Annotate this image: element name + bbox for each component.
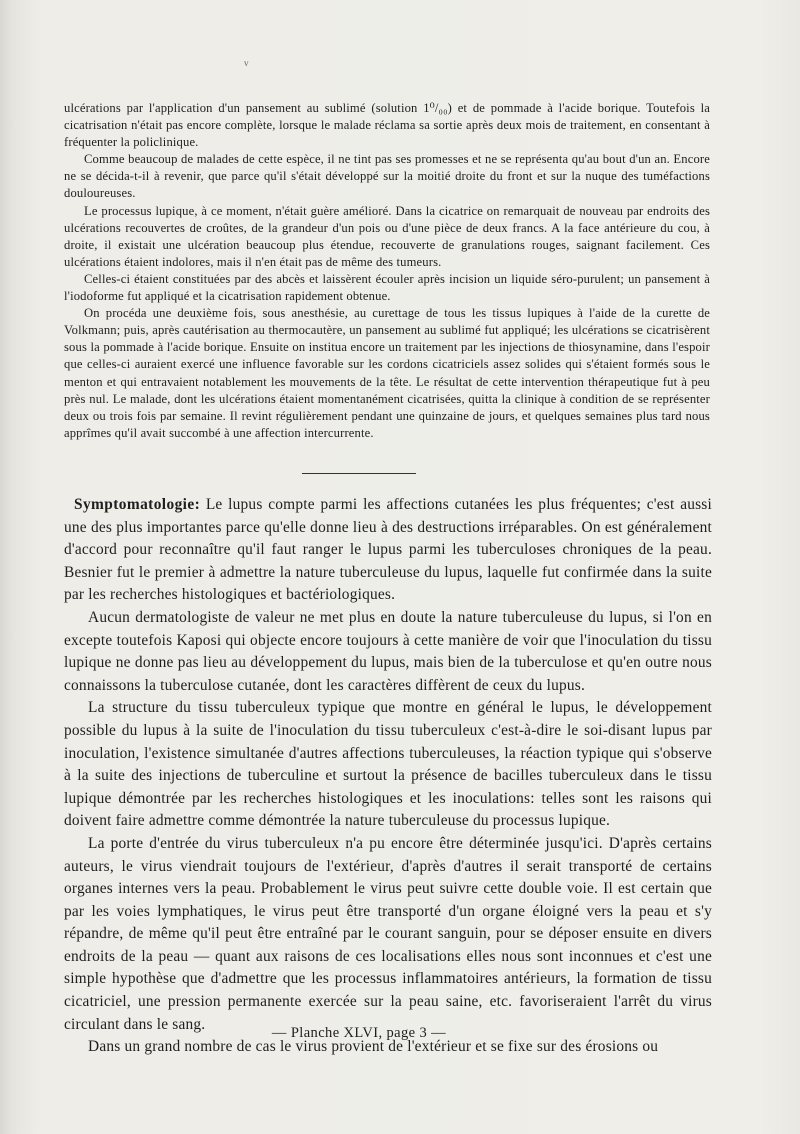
body-paragraph: Dans un grand nombre de cas le virus provient de l'extérieur et se fixe sur des érosions ou [88,1038,659,1056]
section-intro-text: Le lupus compte parmi les affections cutanées les plus fréquentes; c'est aussi une des plus importantes parce qu'elle donne lieu à des destructions irréparables. On est généralement d'accord pour reconnaître qu'il faut ranger le lupus parmi les tuberculoses chroniques de la peau. Besnier fut le premier à admettre la nature tuberculeuse du lupus, laquelle fut confirmée dans la suite par les recherches histologiques et bactériologiques. [64,496,712,604]
body-paragraph: La porte d'entrée du virus tuberculeux n'a pu encore être déterminée jusqu'ici. D'après certains auteurs, le virus viendrait toujours de l'extérieur, d'après d'autres il serait transporté de certains organes internes vers la peau. Probablement le virus peut suivre cette double voie. Il est certain que par les voies lymphatiques, le virus peut être transporté d'un organe éloigné vers la peau et s'y répandre, de même qu'il peut être entraîné par le courant sanguin, pour se déposer ensuite en divers endroits de la peau — quant aux raisons de ces localisations elles nous sont inconnues et c'est une simple hypothèse que d'admettre que les processus inflammatoires antérieurs, la formation de tissu cicatriciel, une pression permanente exercée sur la peau saine, etc. favoriseraient l'arrêt du virus circulant dans le sang. [64,834,712,1033]
page-footer: — Planche XLVI, page 3 — [271,1025,447,1041]
symptomatology-section [64,494,712,1059]
page-mark: v [244,58,249,68]
case-report-text [64,100,710,442]
case-paragraph: On procéda une deuxième fois, sous anesthésie, au curettage de tous les tissus lupiques à l'aide de la curette de Volkmann; puis, après cautérisation au thermocautère, un pansement au sublimé fut appliqué; les ulcérations se cicatrisèrent sous la pommade à l'acide borique. Ensuite on institua encore un traitement par les injections de thiosynamine, dans l'espoir que celles-ci auraient exercé une influence favorable sur les cordons cicatriciels assez solides qui s'étaient formés sous le menton et qui entravaient notablement les mouvements de la tête. Le résultat de cette intervention thérapeutique fut à peu près nul. Le malade, dont les ulcérations étaient momentanément cicatrisées, quitta la clinique à condition de se représenter deux ou trois fois par semaine. Il revint régulièrement pendant une quinzaine de jours, et quelques semaines plus tard nous apprîmes qu'il avait succombé à une affection intercurrente. [64,306,710,440]
section-heading: Symptomatologie: [74,496,201,513]
case-paragraph: Le processus lupique, à ce moment, n'était guère amélioré. Dans la cicatrice on remarquait de nouveau par endroits des ulcérations recouvertes de croûtes, de la grandeur d'un pois ou d'une pièce de deux francs. A la face antérieure du cou, à droite, il existait une ulcération beaucoup plus étendue, recouverte de granulations rouges, saignant facilement. Ces ulcérations étaient indolores, mais il n'en était pas de même des tumeurs. [64,203,710,269]
body-paragraph: Aucun dermatologiste de valeur ne met plus en doute la nature tuberculeuse du lupus, si l'on en excepte toutefois Kaposi qui objecte encore toujours à cette manière de voir que l'inoculation du tissu lupique ne donne pas lieu au développement du lupus, mais bien de la tuberculose et qu'en outre nous connaissons la tuberculose cutanée, dont les caractères diffèrent de ceux du lupus. [64,608,712,694]
case-paragraph: Comme beaucoup de malades de cette espèce, il ne tint pas ses promesses et ne se représenta qu'au bout d'un an. Encore ne se décida-t-il à revenir, que parce qu'il s'était développé sur la moitié droite du front et sur la nuque des tuméfactions douloureuses. [64,152,710,201]
body-paragraph: La structure du tissu tuberculeux typique que montre en général le lupus, le développement possible du lupus à la suite de l'inoculation du tissu tuberculeux c'est-à-dire le soi-disant lupus par inoculation, l'existence simultanée d'autres affections tuberculeuses, la réaction typique qui s'observe à la suite des injections de tuberculine et surtout la présence de bacilles tuberculeux dans le tissu lupique démontrée par les recherches histologiques et les inoculations: telles sont les raisons qui doivent faire admettre comme démontrée la nature tuberculeuse du processus lupique. [64,699,712,830]
section-divider [302,473,416,474]
section-intro-paragraph [64,494,712,607]
case-paragraph: ulcérations par l'application d'un pansement au sublimé (solution 1⁰/₀₀) et de pommade à l'acide borique. Toutefois la cicatrisation n'était pas encore complète, lorsque le malade réclama sa sortie après deux mois de traitement, en consentant à fréquenter la policlinique. [64,101,710,150]
case-paragraph: Celles-ci étaient constituées par des abcès et laissèrent écouler après incision un liquide séro-purulent; un pansement à l'iodoforme fut appliqué et la cicatrisation rapidement obtenue. [64,271,710,304]
